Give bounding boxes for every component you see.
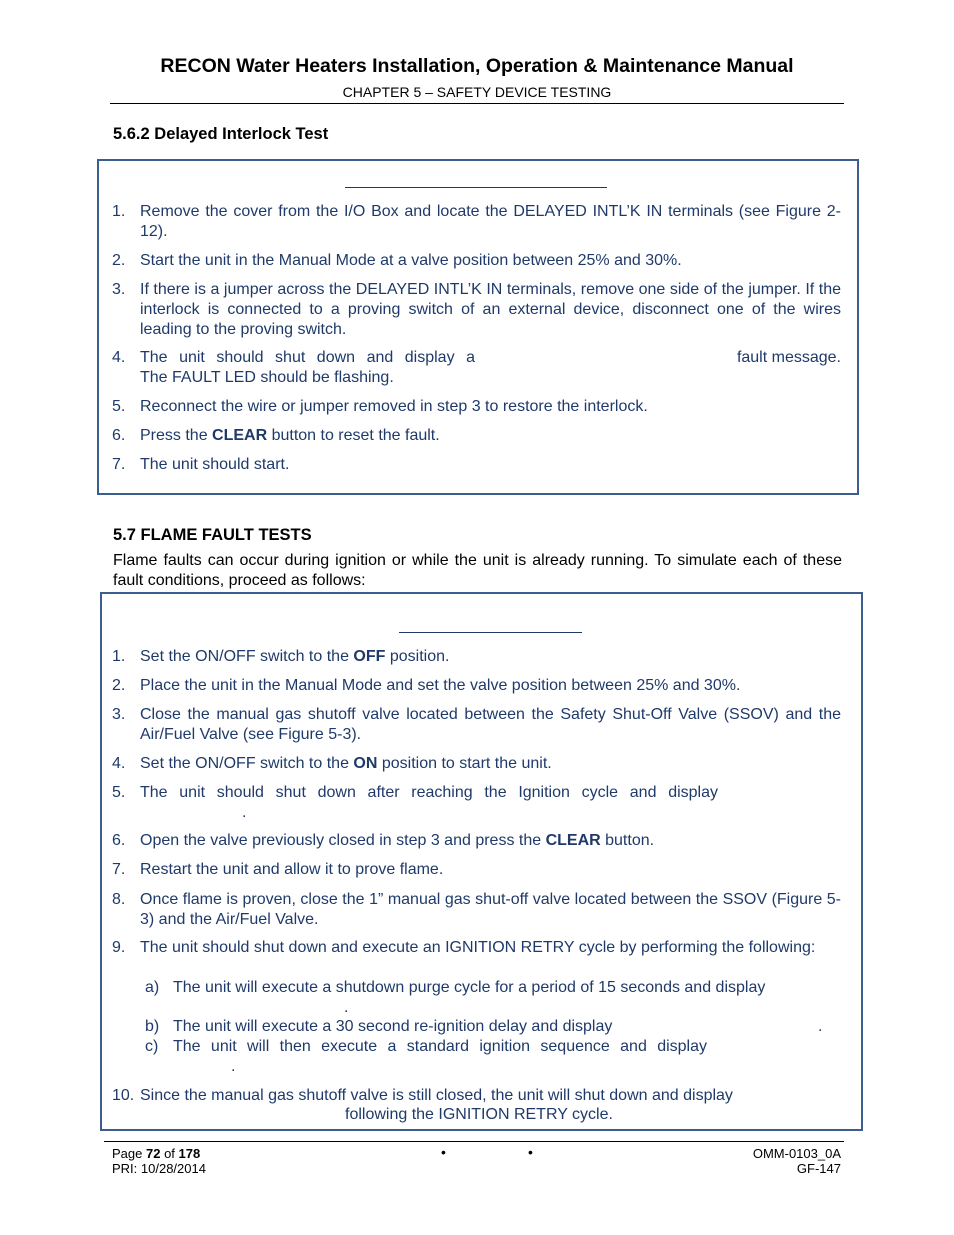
clear-button-label: CLEAR — [545, 832, 601, 849]
step-number: 2. — [112, 677, 126, 694]
step-number: 1. — [112, 648, 126, 665]
step-number: 6. — [112, 427, 126, 444]
substep-tail: . — [344, 999, 349, 1016]
step-text: Restart the unit and allow it to prove flame. — [140, 861, 444, 878]
clear-button-label: CLEAR — [212, 427, 268, 444]
substep-tail: . — [818, 1018, 823, 1035]
step-text: Close the manual gas shutoff valve located between the Safety Shut-Off Valve (SSOV) and the Air/Fuel Valve (see Figure 5-3). — [140, 706, 841, 743]
step-text: Remove the cover from the I/O Box and locate the DELAYED INTL’K IN terminals (see Figure 2-12). — [140, 203, 841, 240]
footer-bullet: • — [441, 1144, 446, 1160]
step-text: Reconnect the wire or jumper removed in step 3 to restore the interlock. — [140, 398, 648, 415]
section-heading-5-6-2: 5.6.2 Delayed Interlock Test — [113, 125, 329, 143]
pri-date: PRI: 10/28/2014 — [112, 1161, 206, 1176]
step-number: 6. — [112, 832, 126, 849]
step-text: Set the ON/OFF switch to the ON position to start the unit. — [140, 755, 552, 772]
step-number: 2. — [112, 252, 126, 269]
step-text: Place the unit in the Manual Mode and set the valve position between 25% and 30%. — [140, 677, 741, 694]
substep-label: c) — [145, 1038, 159, 1055]
document-number: OMM-0103_0A — [752, 1146, 841, 1161]
step-number: 5. — [112, 784, 126, 801]
on-label: ON — [353, 755, 378, 772]
off-label: OFF — [353, 648, 386, 665]
footer-divider — [104, 1141, 844, 1142]
chapter-subtitle: CHAPTER 5 – SAFETY DEVICE TESTING — [342, 84, 612, 100]
section-heading-5-7: 5.7 FLAME FAULT TESTS — [113, 526, 312, 544]
step-text-tail: . — [242, 804, 247, 821]
header-divider — [110, 103, 844, 104]
step-number: 7. — [112, 456, 126, 473]
step-number: 4. — [112, 349, 126, 366]
step-number: 3. — [112, 281, 126, 298]
step-number: 9. — [112, 939, 126, 956]
box-title-underline — [345, 187, 607, 188]
step-text: The unit should shut down after reaching the Ignition cycle and display — [140, 784, 718, 801]
substep-text: The unit will execute a 30 second re-ignition delay and display — [173, 1018, 613, 1035]
substep-text: The unit will execute a shutdown purge cycle for a period of 15 seconds and display — [173, 979, 766, 996]
gf-number: GF-147 — [796, 1161, 841, 1176]
step-text: If there is a jumper across the DELAYED INTL’K IN terminals, remove one side of the jumper. If the interlock is connected to a proving switch of an external device, disconnect one of the wires leading to the proving switch. — [140, 281, 841, 338]
section-intro-paragraph: Flame faults can occur during ignition or while the unit is already running. To simulate each of these fault conditions, proceed as follows: — [113, 552, 842, 589]
step-text: Start the unit in the Manual Mode at a valve position between 25% and 30%. — [140, 252, 682, 269]
step-text: The unit should start. — [140, 456, 290, 473]
step-number: 10. — [112, 1087, 135, 1104]
substep-tail: . — [231, 1058, 236, 1075]
step-number: 4. — [112, 755, 126, 772]
step-text: fault message. — [736, 349, 841, 366]
step-text: Since the manual gas shutoff valve is still closed, the unit will shut down and display — [140, 1087, 733, 1104]
step-text: Open the valve previously closed in step 3 and press the CLEAR button. — [140, 832, 655, 849]
footer-bullet: • — [528, 1144, 533, 1160]
step-number: 1. — [112, 203, 126, 220]
page-number: Page 72 of 178 — [112, 1146, 201, 1161]
step-text: Set the ON/OFF switch to the OFF position. — [140, 648, 450, 665]
substep-label: a) — [145, 979, 160, 996]
step-number: 8. — [112, 891, 126, 908]
step-text: Once flame is proven, close the 1” manual gas shut-off valve located between the SSOV (Figure 5-3) and the Air/Fuel Valve. — [140, 891, 841, 928]
step-number: 7. — [112, 861, 126, 878]
step-text: Press the CLEAR button to reset the fault. — [140, 427, 440, 444]
step-text: The unit should shut down and display a — [140, 349, 475, 366]
substep-label: b) — [145, 1018, 160, 1035]
step-text: The FAULT LED should be flashing. — [140, 369, 394, 386]
manual-title: RECON Water Heaters Installation, Operation & Maintenance Manual — [160, 55, 794, 77]
box-title-underline — [399, 632, 582, 633]
step-text: following the IGNITION RETRY cycle. — [345, 1106, 613, 1123]
substep-text: The unit will then execute a standard ignition sequence and display — [173, 1038, 707, 1055]
step-number: 5. — [112, 398, 126, 415]
step-number: 3. — [112, 706, 126, 723]
step-text: The unit should shut down and execute an IGNITION RETRY cycle by performing the following: — [140, 939, 816, 956]
